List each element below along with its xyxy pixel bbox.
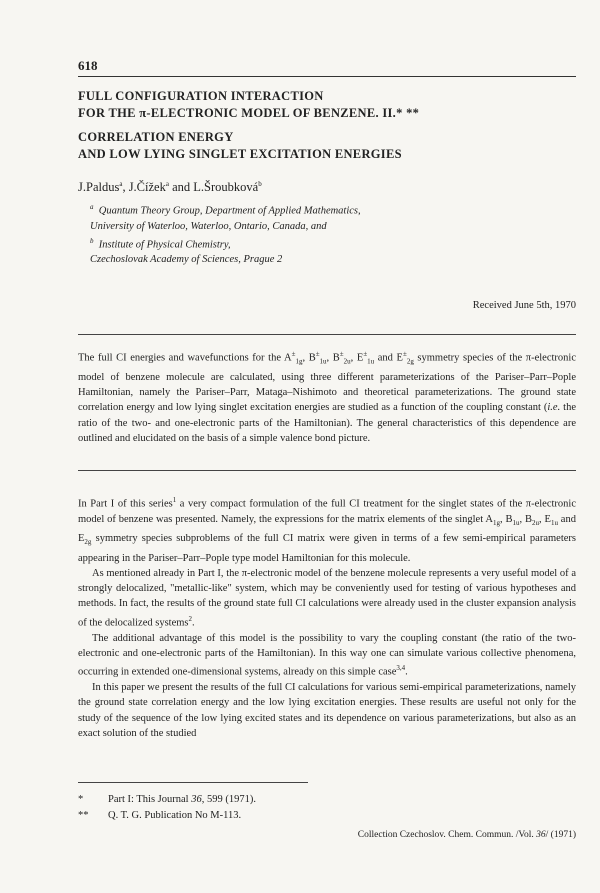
affil-a-line2: University of Waterloo, Waterloo, Ontario, Canada, and — [90, 220, 327, 232]
footnote-volume: 36 — [191, 794, 202, 805]
abstract-text: , B — [326, 352, 340, 364]
footer-volume: 36 — [536, 830, 546, 840]
abstract-rule-top — [78, 334, 576, 335]
footnote-text: Q. T. G. Publication No M-113. — [108, 810, 242, 821]
footer-text: / (1971) — [545, 830, 576, 840]
affiliations — [90, 200, 570, 267]
title-line-4: AND LOW LYING SINGLET EXCITATION ENERGIES — [78, 147, 402, 161]
affil-b-mark: b — [90, 236, 94, 245]
title-line-3: CORRELATION ENERGY — [78, 130, 234, 144]
affil-a-line1: Quantum Theory Group, Department of Applied Mathematics, — [98, 205, 361, 217]
affil-b-line2: Czechoslovak Academy of Sciences, Prague 2 — [90, 254, 283, 265]
author-1-mark: a — [119, 180, 123, 188]
author-1: J.Paldus — [78, 180, 120, 195]
abstract-text: The full CI energies and wavefunctions for the A — [78, 352, 292, 364]
sym-sub: 2g — [84, 538, 92, 547]
sym-sub: 1u — [367, 357, 375, 366]
author-sep: , — [122, 180, 129, 195]
abstract-text: , E — [350, 352, 364, 364]
author-2-mark: a — [165, 180, 169, 188]
sym-pm: ± — [315, 350, 320, 358]
sym-sub: 1u — [319, 357, 327, 366]
abstract — [78, 347, 576, 446]
footnotes — [78, 792, 576, 824]
body-text: and E — [78, 513, 576, 545]
sym-sub: 1g — [493, 518, 501, 527]
body-text: The additional advantage of this model is the possibility to vary the coupling constant (the ratio of the two-electronic and one-electronic parts of the Hamiltonian). In this way one can simulate various collective phenomena, occurring in extended one-dimensional systems, already on this simple case — [78, 632, 576, 678]
reference-mark: 2 — [188, 614, 193, 623]
authors — [78, 180, 578, 195]
author-3: L.Šroubková — [193, 180, 259, 195]
footnote — [78, 808, 576, 824]
title-line-2: FOR THE π-ELECTRONIC MODEL OF BENZENE. II.* ** — [78, 106, 420, 120]
sym-sub: 2u — [343, 357, 351, 366]
footnote — [78, 792, 576, 808]
paragraph — [78, 566, 576, 631]
footnote-text-a: Part I: This Journal — [108, 794, 192, 805]
title-gap — [78, 122, 578, 129]
abstract-text: the ratio of the two- and one-electronic parts of the Hamiltonian). The general characteristics of this dependence are outlined and elucidated on the basis of a simple valence bond picture. — [78, 402, 576, 445]
sym-pm: ± — [363, 350, 368, 358]
received-date: Received June 5th, 1970 — [472, 300, 576, 311]
affil-a-mark: a — [90, 203, 94, 211]
body-text: , B — [500, 513, 513, 525]
footer-text: Collection Czechoslov. Chem. Commun. /Vol. — [357, 830, 537, 840]
abstract-text: symmetry species of the π-electronic model of benzene molecule are calculated, using three different parameterizations of the Pariser–Parr–Pople Hamiltonian, namely the Pariser–Parr, Mataga–Nishimoto and theoretical parameterizations. The ground state correlation energy and low lying singlet excitation energies are studied as a function of the coupling constant ( — [78, 352, 576, 414]
body-text: symmetry species subproblems of the full CI matrix were given in terms of a few semi-empirical parameters appearing in the Pariser–Parr–Pople type model Hamiltonian for this molecule. — [78, 533, 576, 564]
main-text — [78, 493, 576, 741]
paragraph — [78, 631, 576, 680]
sym-sub: 1u — [550, 518, 558, 527]
author-sep: and — [168, 180, 194, 195]
abstract-ie: i.e. — [547, 402, 561, 414]
article-title — [78, 88, 578, 163]
sym-pm: ± — [402, 350, 407, 358]
reference-mark: 3,4 — [396, 664, 406, 673]
body-text: As mentioned already in Part I, the π-electronic model of the benzene molecule represents a very useful model of a strongly delocalized, "metallic-like" system, which may be conveniently used for testing of various hypotheses and methods. In fact, the results of the ground state full CI calculations were already used in the cluster expansion analysis of the delocalized systems — [78, 567, 576, 629]
body-text: . — [405, 666, 408, 678]
body-text: , B — [519, 513, 533, 525]
sym-sub: 2g — [406, 357, 414, 366]
footnote-text — [108, 792, 256, 808]
body-text: In Part I of this series — [78, 498, 173, 510]
sym-pm: ± — [339, 350, 344, 358]
title-line-1: FULL CONFIGURATION INTERACTION — [78, 89, 324, 103]
author-2: J.Čížek — [128, 180, 166, 195]
abstract-rule-bottom — [78, 470, 576, 471]
journal-footer — [358, 830, 576, 840]
abstract-text: , B — [302, 352, 316, 364]
page-number: 618 — [78, 58, 98, 73]
body-text: , E — [539, 513, 551, 525]
reference-mark: 1 — [172, 496, 177, 504]
sym-sub: 1g — [295, 357, 303, 366]
sym-sub: 1u — [512, 518, 520, 527]
footnote-mark: ** — [78, 810, 89, 821]
sym-pm: ± — [291, 350, 296, 358]
sym-sub: 2u — [532, 518, 540, 527]
body-text: a very compact formulation of the full CI treatment for the singlet states of the π-electronic model of benzene was presented. Namely, the expressions for the matrix elements of the singlet A — [78, 498, 576, 525]
footnote-text-b: , 599 (1971). — [201, 794, 256, 805]
footnote-mark: * — [78, 794, 84, 805]
body-text: . — [192, 617, 195, 629]
footnote-rule — [78, 782, 308, 783]
author-3-mark: b — [258, 180, 262, 188]
header-rule — [78, 76, 576, 77]
paragraph — [78, 493, 576, 566]
paragraph: In this paper we present the results of the full CI calculations for various semi-empirical parameterizations, namely the ground state correlation energy and the low lying excitation energies. These results are useful not only for the study of the sequence of the low lying excited states and its dependence on various parameterizations, but also as an exact solution of the studied — [78, 681, 576, 739]
abstract-text: and E — [374, 352, 403, 364]
affil-b-line1: Institute of Physical Chemistry, — [98, 239, 231, 250]
